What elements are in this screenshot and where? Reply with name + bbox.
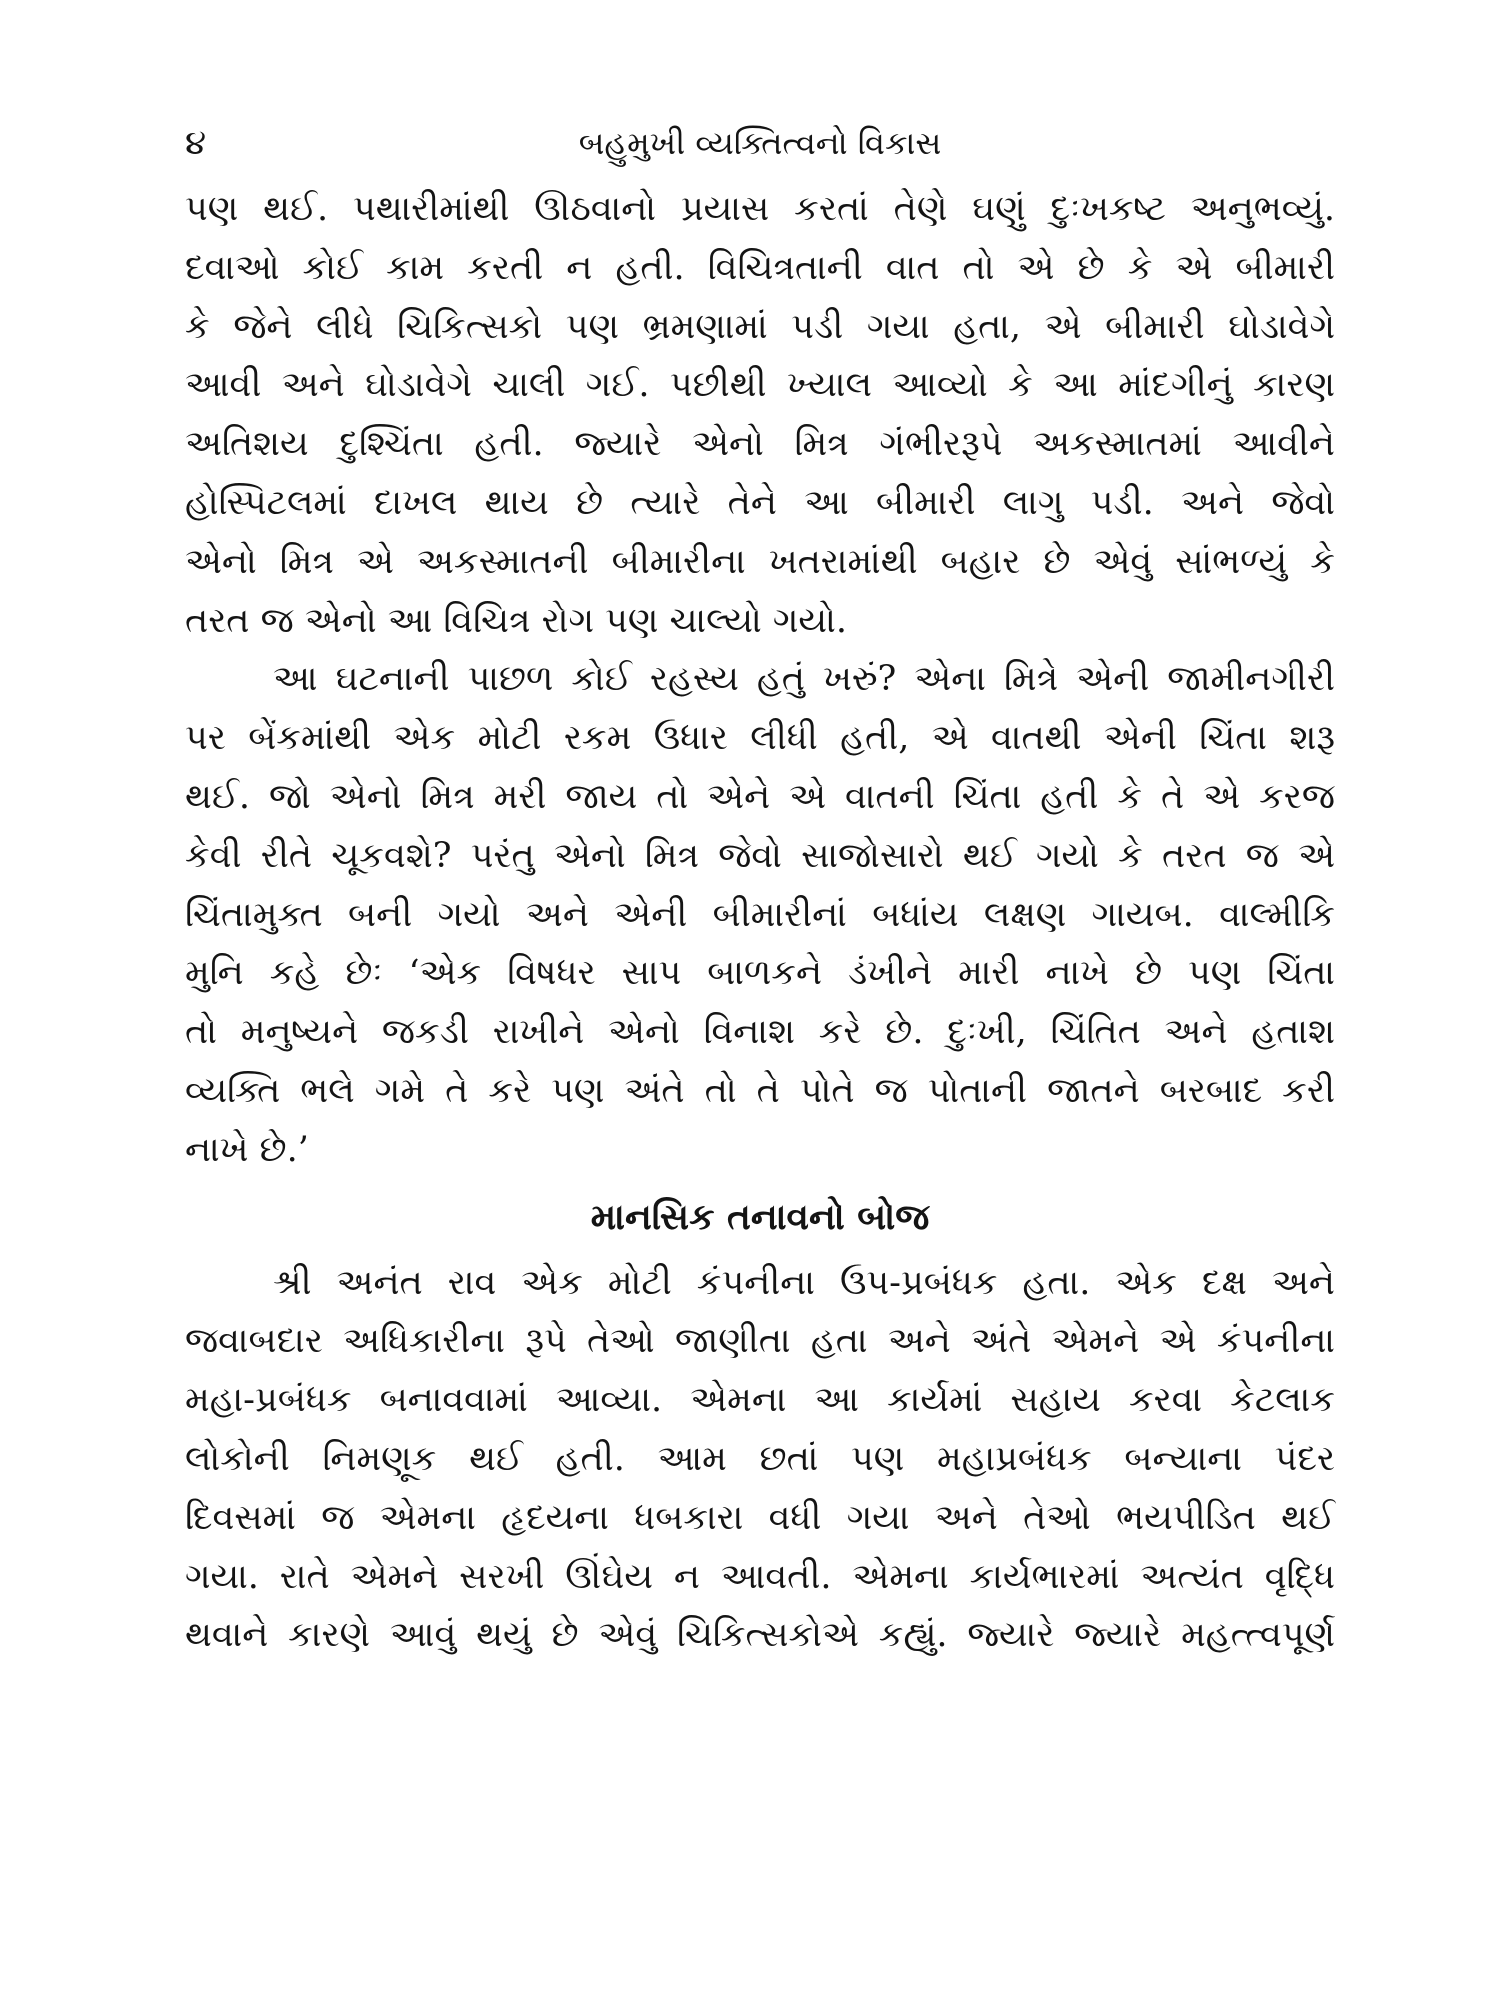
text-line: કેવી રીતે ચૂકવશે? પરંતુ એનો મિત્ર જેવો સાજોસારો થઈ ગયો કે તરત જ એ (185, 835, 1335, 876)
running-header (185, 118, 1335, 168)
text-line: મહા-પ્રબંધક બનાવવામાં આવ્યા. એમના આ કાર્યમાં સહાય કરવા કેટલાક (185, 1380, 1335, 1421)
text-line: વ્યક્તિ ભલે ગમે તે કરે પણ અંતે તો તે પોતે જ પોતાની જાતને બરબાદ કરી (185, 1070, 1335, 1111)
text-line: થવાને કારણે આવું થયું છે એવું ચિકિત્સકોએ કહ્યું. જ્યારે જ્યારે મહત્ત્વપૂર્ણ (185, 1615, 1335, 1656)
text-line: આ ઘટનાની પાછળ કોઈ રહસ્ય હતું ખરું? એના મિત્રે એની જામીનગીરી (273, 659, 1335, 700)
text-line: જવાબદાર અધિકારીના રૂપે તેઓ જાણીતા હતા અને અંતે એમને એ કંપનીના (185, 1321, 1335, 1362)
text-line: ચિંતામુક્ત બની ગયો અને એની બીમારીનાં બધાંય લક્ષણ ગાયબ. વાલ્મીકિ (185, 894, 1335, 935)
book-title: બહુમુખી વ્યક્તિત્વનો વિકાસ (578, 124, 942, 162)
paragraph-3 (185, 1254, 1335, 1666)
section-heading: માનસિક તનાવનો બોજ (590, 1196, 930, 1238)
text-line: કે જેને લીધે ચિકિત્સકો પણ ભ્રમણામાં પડી ગયા હતા, એ બીમારી ઘોડાવેગે (185, 306, 1335, 347)
text-line: દિવસમાં જ એમના હૃદયના ધબકારા વધી ગયા અને તેઓ ભયપીડિત થઈ (185, 1497, 1335, 1538)
text-line: શ્રી અનંત રાવ એક મોટી કંપનીના ઉપ-પ્રબંધક હતા. એક દક્ષ અને (273, 1262, 1335, 1303)
text-line: પણ થઈ. પથારીમાંથી ઊઠવાનો પ્રયાસ કરતાં તેણે ઘણું દુઃખકષ્ટ અનુભવ્યું. (185, 189, 1335, 229)
text-line: આવી અને ઘોડાવેગે ચાલી ગઈ. પછીથી ખ્યાલ આવ્યો કે આ માંદગીનું કારણ (185, 365, 1335, 406)
text-line: હોસ્પિટલમાં દાખલ થાય છે ત્યારે તેને આ બીમારી લાગુ પડી. અને જેવો (185, 482, 1335, 523)
text-line: તો મનુષ્યને જકડી રાખીને એનો વિનાશ કરે છે. દુઃખી, ચિંતિત અને હતાશ (185, 1012, 1335, 1053)
text-line: અતિશય દુશ્ચિંતા હતી. જ્યારે એનો મિત્ર ગંભીરરૂપે અકસ્માતમાં આવીને (185, 424, 1335, 465)
text-line: તરત જ એનો આ વિચિત્ર રોગ પણ ચાલ્યો ગયો. (185, 600, 847, 641)
text-line: નાખે છે.’ (185, 1129, 309, 1170)
text-line: ગયા. રાતે એમને સરખી ઊંઘેય ન આવતી. એમના કાર્યભારમાં અત્યંત વૃદ્ધિ (185, 1556, 1335, 1597)
text-line: દવાઓ કોઈ કામ કરતી ન હતી. વિચિત્રતાની વાત તો એ છે કે એ બીમારી (185, 247, 1335, 288)
text-line: લોકોની નિમણૂક થઈ હતી. આમ છતાં પણ મહાપ્રબંધક બન્યાના પંદર (185, 1438, 1335, 1479)
body-text (185, 180, 1335, 1665)
text-line: મુનિ કહે છેઃ ‘એક વિષધર સાપ બાળકને ડંખીને મારી નાખે છે પણ ચિંતા (185, 953, 1335, 994)
page-number: ૪ (185, 123, 207, 163)
paragraph-1 (185, 180, 1335, 650)
text-line: પર બેંકમાંથી એક મોટી રકમ ઉધાર લીધી હતી, એ વાતથી એની ચિંતા શરૂ (185, 718, 1335, 759)
text-line: એનો મિત્ર એ અકસ્માતની બીમારીના ખતરામાંથી બહાર છે એવું સાંભળ્યું કે (185, 541, 1335, 582)
text-line: થઈ. જો એનો મિત્ર મરી જાય તો એને એ વાતની ચિંતા હતી કે તે એ કરજ (185, 776, 1335, 817)
paragraph-2 (185, 650, 1335, 1179)
